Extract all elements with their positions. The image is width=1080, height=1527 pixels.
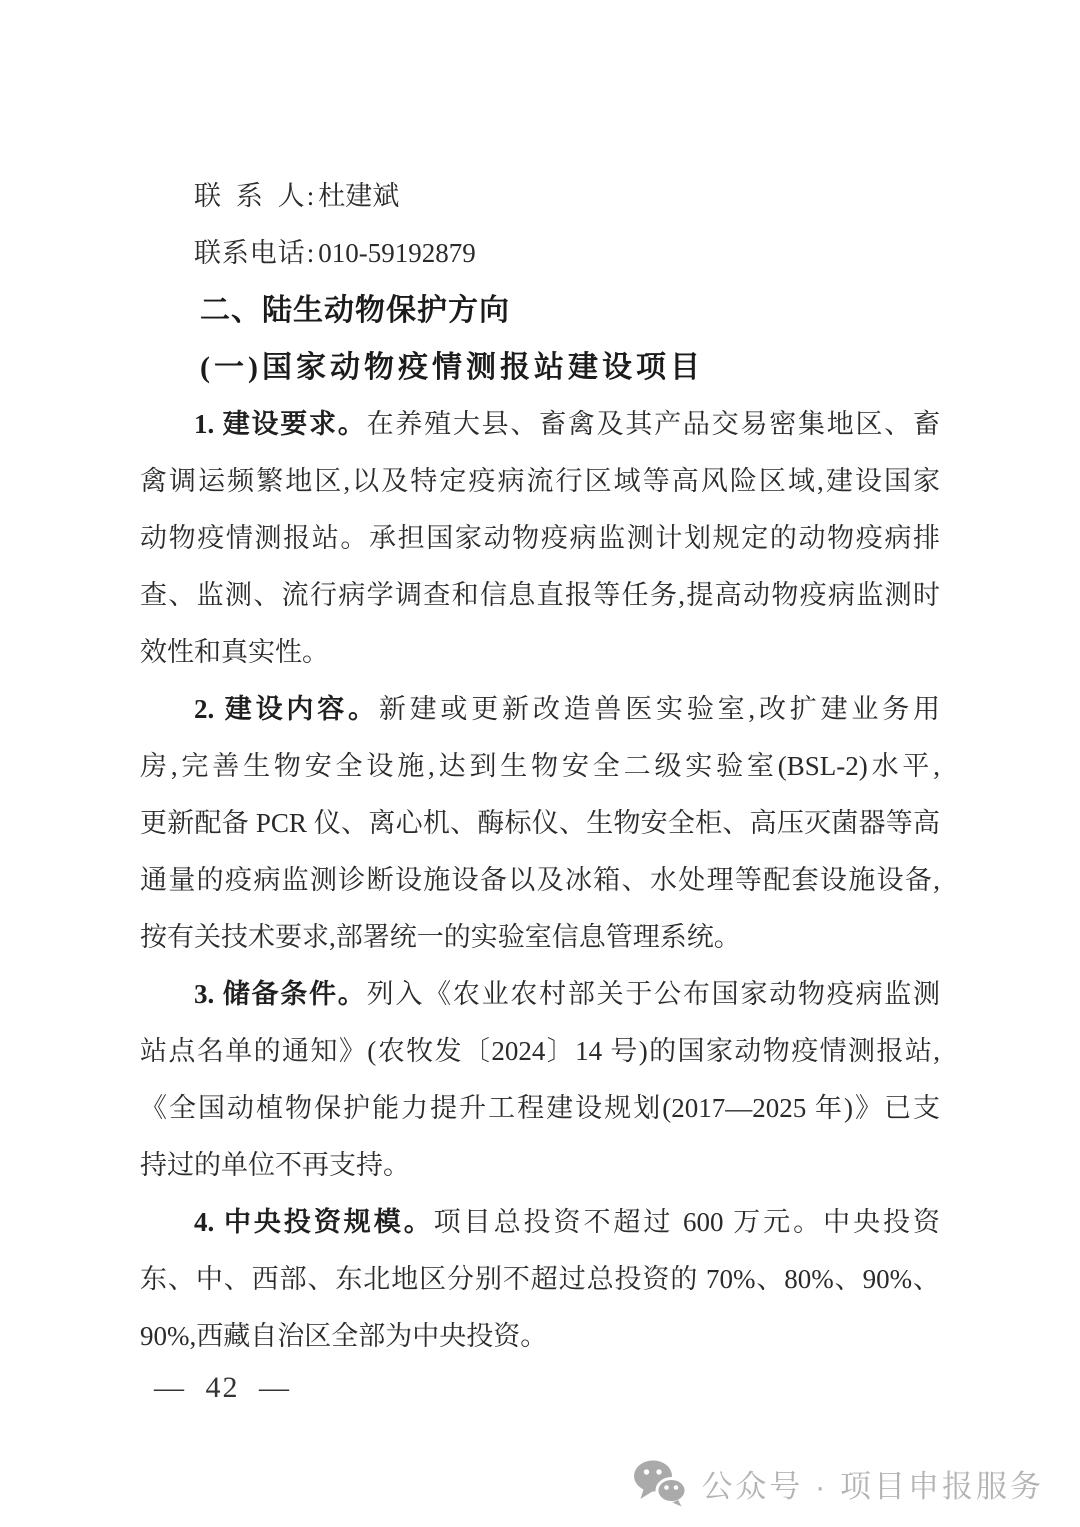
contact-phone-label: 联系电话	[194, 238, 305, 268]
paragraph-text: 新建或更新改造兽医实验室,改扩建业务用	[378, 694, 940, 724]
paragraph-text: 在养殖大县、畜禽及其产品交易密集地区、畜	[366, 409, 941, 439]
paragraph-line: 房,完善生物安全设施,达到生物安全二级实验室(BSL-2)水平,	[140, 751, 940, 781]
colon: :	[306, 181, 315, 211]
paragraph-line	[140, 396, 940, 453]
paragraph-line: 效性和真实性。	[140, 637, 329, 667]
colon: :	[306, 238, 315, 268]
paragraph-line: 90%,西藏自治区全部为中央投资。	[140, 1321, 548, 1351]
paragraph-text: 项目总投资不超过 600 万元。中央投资	[433, 1207, 941, 1237]
contact-person-label: 联系人	[194, 181, 305, 211]
paragraph-label: 2. 建设内容。	[194, 694, 379, 724]
paragraph-label: 4. 中央投资规模。	[194, 1207, 434, 1237]
subsection-heading: (一)国家动物疫情测报站建设项目	[200, 351, 704, 384]
contact-person-value: 杜建斌	[318, 181, 400, 211]
document-body	[140, 168, 940, 1411]
wechat-icon	[633, 1459, 689, 1507]
footer-strip	[0, 1439, 1080, 1527]
paragraph-text: 列入《农业农村部关于公布国家动物疫病监测	[366, 979, 941, 1009]
paragraph-line: 查、监测、流行病学调查和信息直报等任务,提高动物疫病监测时	[140, 580, 940, 610]
paragraph-line: 通量的疫病监测诊断设施设备以及冰箱、水处理等配套设施设备,	[140, 865, 940, 895]
paragraph-line	[140, 966, 940, 1023]
page-number: — 42 —	[154, 1371, 291, 1404]
paragraph-line: 东、中、西部、东北地区分别不超过总投资的 70%、80%、90%、	[140, 1264, 940, 1294]
contact-person-line	[140, 168, 940, 225]
paragraph-line: 持过的单位不再支持。	[140, 1150, 410, 1180]
watermark-text: 公众号 · 项目申报服务	[701, 1468, 1044, 1504]
paragraph-label: 1. 建设要求。	[194, 409, 367, 439]
paragraph-label: 3. 储备条件。	[194, 979, 367, 1009]
paragraph-line: 《全国动植物保护能力提升工程建设规划(2017—2025 年)》已支	[140, 1093, 940, 1123]
paragraph-line: 按有关技术要求,部署统一的实验室信息管理系统。	[140, 922, 741, 952]
paragraph-line: 动物疫情测报站。承担国家动物疫病监测计划规定的动物疫病排	[140, 523, 940, 553]
watermark	[633, 1459, 1044, 1507]
contact-phone-value: 010-59192879	[318, 238, 476, 268]
paragraph-line: 禽调运频繁地区,以及特定疫病流行区域等高风险区域,建设国家	[140, 466, 940, 496]
paragraph-line	[140, 1194, 940, 1251]
paragraph-line	[140, 681, 940, 738]
contact-phone-line	[140, 225, 940, 282]
paragraph-line: 站点名单的通知》(农牧发〔2024〕14 号)的国家动物疫情测报站,	[140, 1036, 940, 1066]
section-heading: 二、陆生动物保护方向	[200, 294, 510, 327]
paragraph-line: 更新配备 PCR 仪、离心机、酶标仪、生物安全柜、高压灭菌器等高	[140, 808, 940, 838]
